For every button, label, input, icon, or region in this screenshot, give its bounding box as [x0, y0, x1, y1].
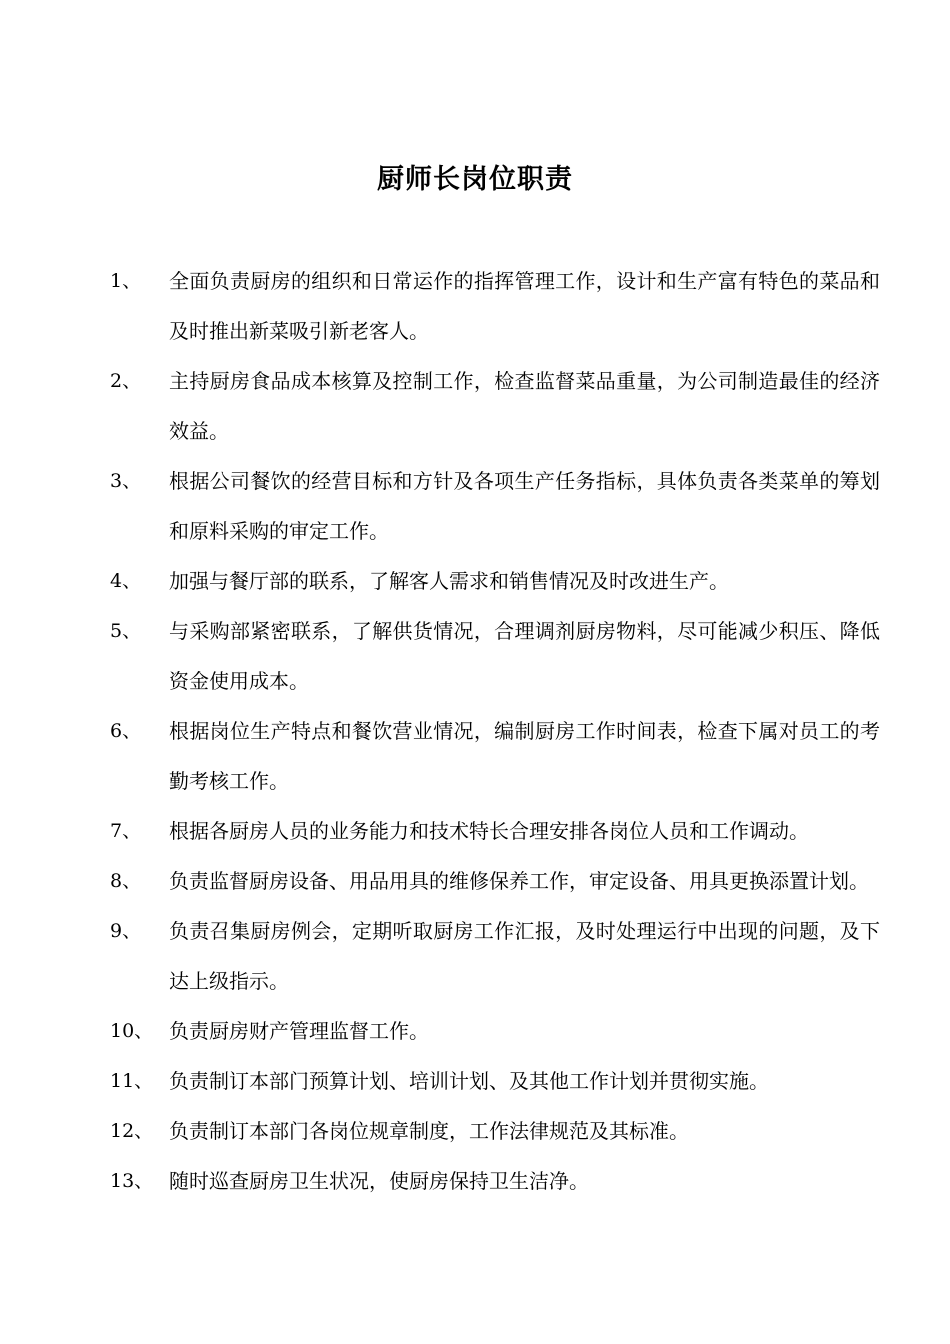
item-text: 负责制订本部门各岗位规章制度，工作法律规范及其标准。	[169, 1119, 689, 1143]
item-text: 负责制订本部门预算计划、培训计划、及其他工作计划并贯彻实施。	[169, 1069, 769, 1093]
item-number: 4、	[110, 570, 142, 592]
item-text: 主持厨房食品成本核算及控制工作，检查监督菜品重量，为公司制造最佳的经济效益。	[169, 369, 880, 443]
list-item	[110, 556, 880, 606]
item-text: 负责监督厨房设备、用品用具的维修保养工作，审定设备、用具更换添置计划。	[169, 869, 869, 893]
list-item	[110, 1156, 880, 1206]
list-item	[110, 1006, 880, 1056]
item-number: 10、	[110, 1020, 154, 1042]
item-text: 根据公司餐饮的经营目标和方针及各项生产任务指标，具体负责各类菜单的筹划和原料采购的审定工作。	[169, 469, 880, 543]
item-text: 根据岗位生产特点和餐饮营业情况，编制厨房工作时间表，检查下属对员工的考勤考核工作。	[169, 719, 880, 793]
item-text: 全面负责厨房的组织和日常运作的指挥管理工作，设计和生产富有特色的菜品和及时推出新菜吸引新老客人。	[169, 269, 880, 343]
list-item	[110, 906, 880, 1006]
item-number: 13、	[110, 1170, 154, 1192]
item-number: 3、	[110, 470, 142, 492]
item-number: 5、	[110, 620, 142, 642]
list-item	[110, 1056, 880, 1106]
list-item	[110, 456, 880, 556]
item-text: 加强与餐厅部的联系，了解客人需求和销售情况及时改进生产。	[169, 569, 729, 593]
item-number: 8、	[110, 870, 142, 892]
item-number: 7、	[110, 820, 142, 842]
item-text: 与采购部紧密联系，了解供货情况，合理调剂厨房物料，尽可能减少积压、降低资金使用成本。	[169, 619, 880, 693]
item-text: 负责厨房财产管理监督工作。	[169, 1019, 429, 1043]
item-number: 6、	[110, 720, 142, 742]
list-item	[110, 606, 880, 706]
item-number: 2、	[110, 370, 142, 392]
list-item	[110, 856, 880, 906]
document-title: 厨师长岗位职责	[377, 164, 573, 195]
list-item	[110, 356, 880, 456]
item-text: 随时巡查厨房卫生状况，使厨房保持卫生洁净。	[169, 1169, 589, 1193]
item-number: 11、	[110, 1070, 154, 1092]
item-text: 负责召集厨房例会，定期听取厨房工作汇报，及时处理运行中出现的问题，及下达上级指示。	[169, 919, 880, 993]
duty-list	[110, 256, 880, 1206]
item-text: 根据各厨房人员的业务能力和技术特长合理安排各岗位人员和工作调动。	[169, 819, 809, 843]
list-item	[110, 256, 880, 356]
item-number: 12、	[110, 1120, 154, 1142]
item-number: 9、	[110, 920, 142, 942]
item-number: 1、	[110, 270, 142, 292]
list-item	[110, 706, 880, 806]
list-item	[110, 1106, 880, 1156]
list-item	[110, 806, 880, 856]
